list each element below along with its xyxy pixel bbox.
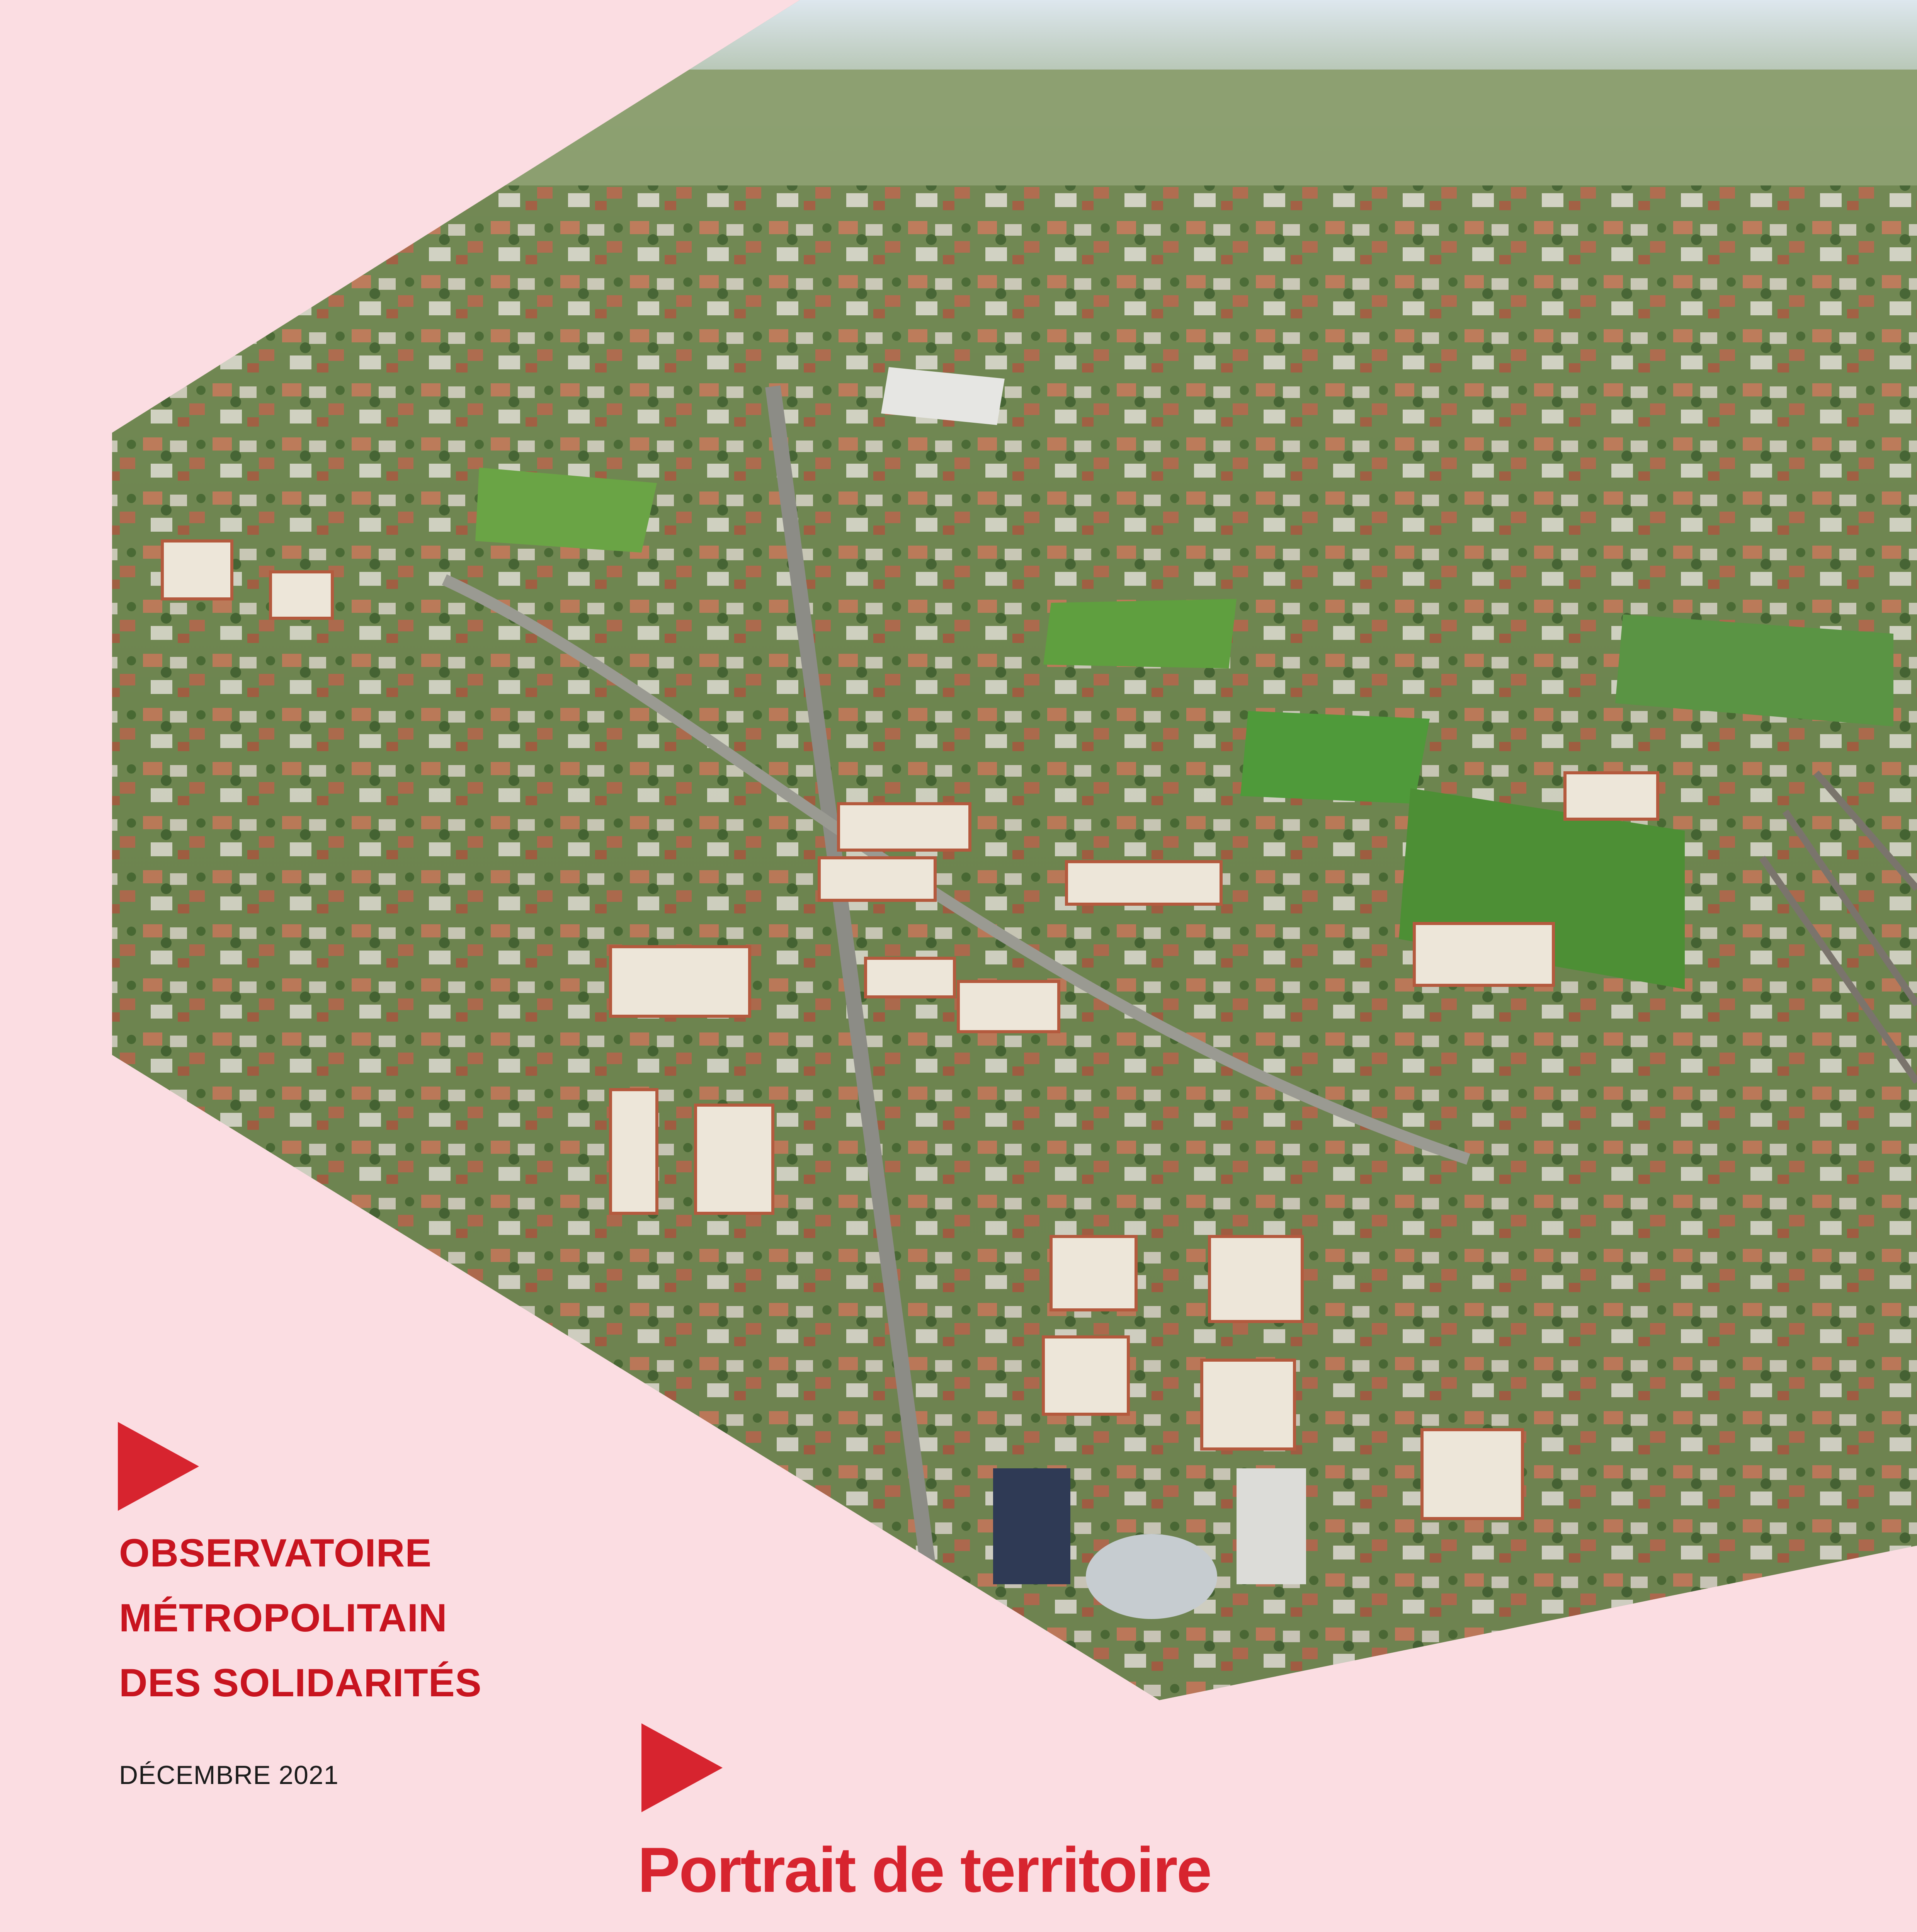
organization-line: DES SOLIDARITÉS [119, 1661, 482, 1705]
publication-date: DÉCEMBRE 2021 [119, 1760, 339, 1790]
red-arrow-marker-icon [118, 1422, 199, 1511]
document-title: Portrait de territoire [638, 1834, 1211, 1905]
organization-name [119, 1520, 660, 1715]
organization-line: MÉTROPOLITAIN [119, 1596, 447, 1640]
organization-line: OBSERVATOIRE [119, 1531, 432, 1575]
red-arrow-title-icon [641, 1723, 723, 1812]
